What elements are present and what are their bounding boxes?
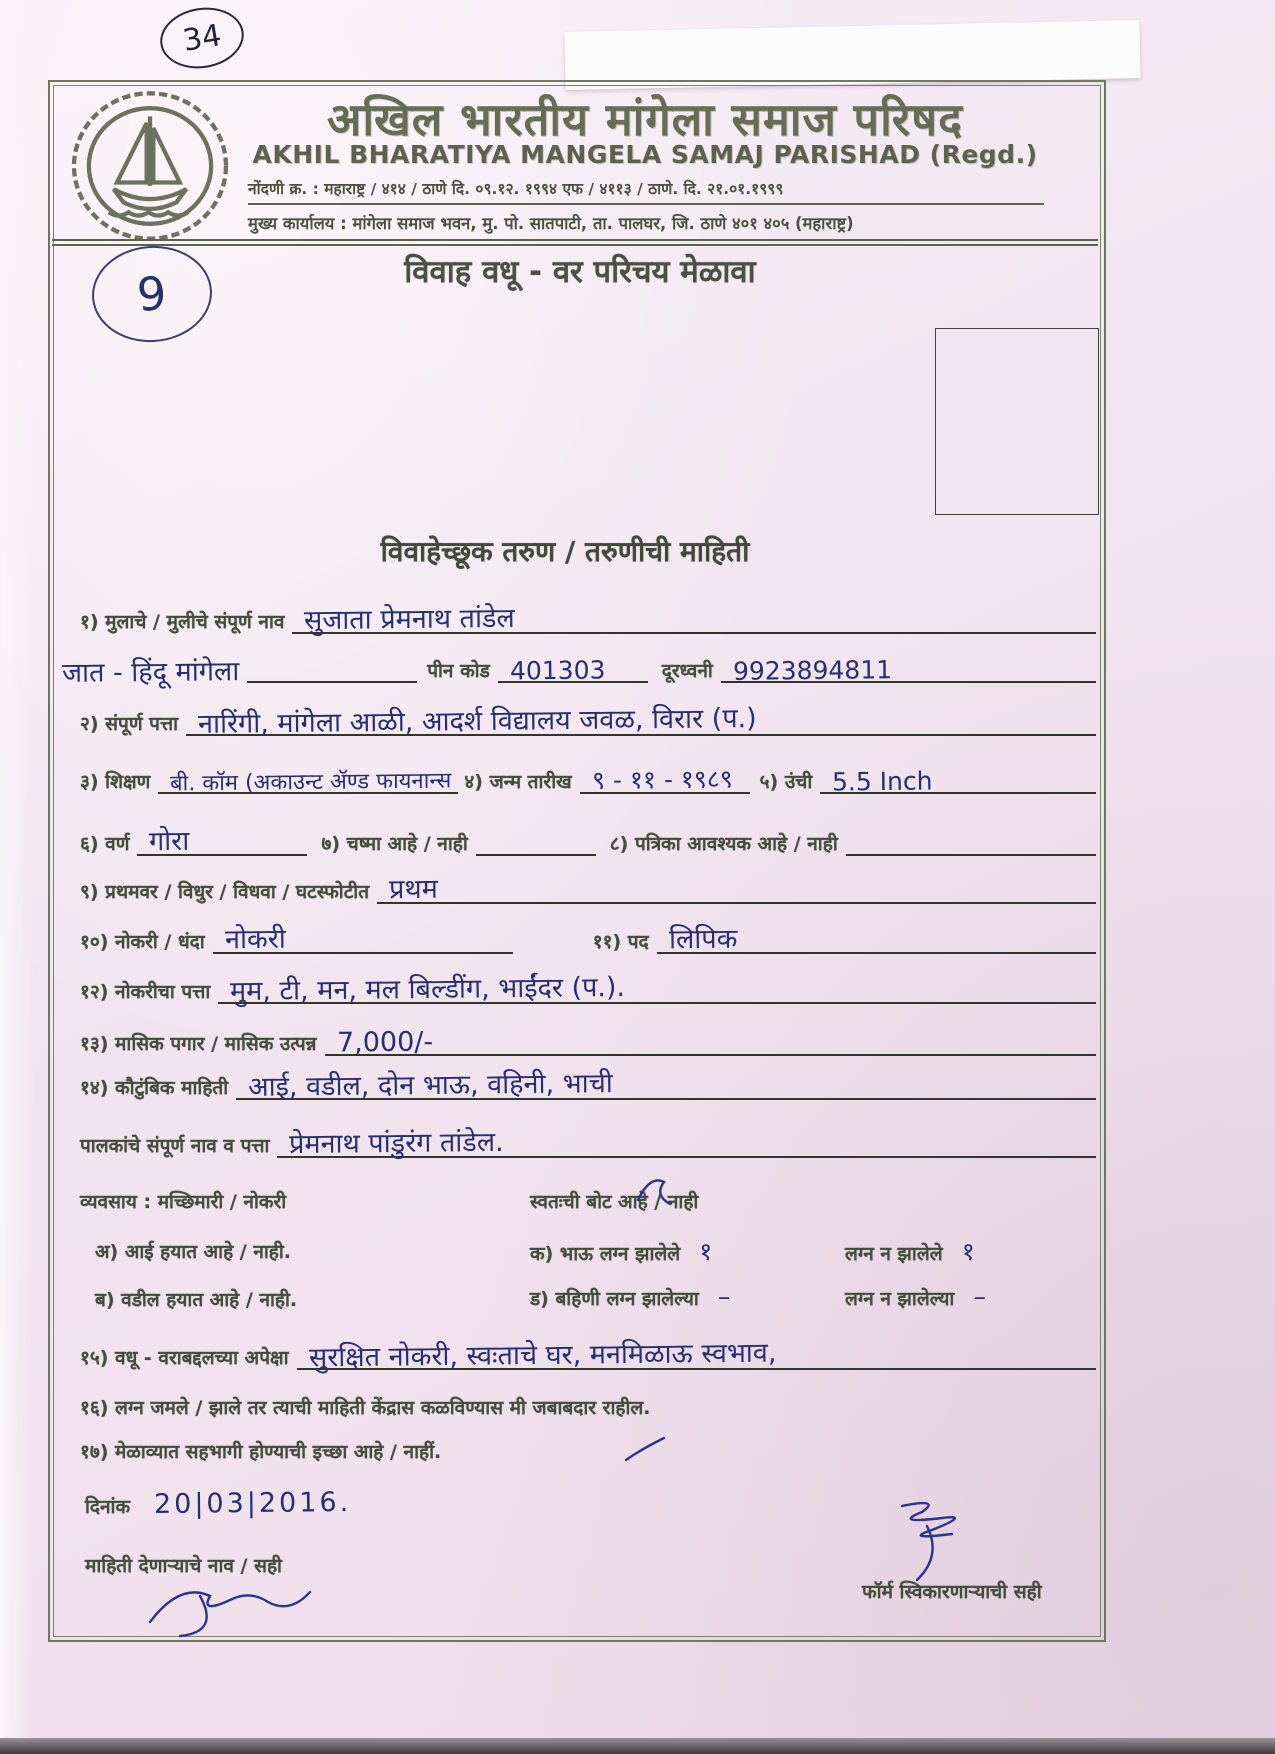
brothers-unmarried-group xyxy=(845,1234,975,1268)
date-label: दिनांक xyxy=(85,1496,131,1518)
pincode-label: पीन कोड xyxy=(427,660,490,682)
job-address-value: मुम, टी, मन, मल बिल्डींग, भाईंदर (प.). xyxy=(230,971,626,1008)
phone-label: दूरध्वनी xyxy=(661,660,713,682)
caste-value: जात - हिंदू मांगेला xyxy=(61,656,240,689)
office-line: मुख्य कार्यालय : मांगेला समाज भवन, मु. पो. सातपाटी, ता. पालघर, जि. ठाणे ४०१ ४०५ (महाराष्ट्र) xyxy=(248,214,854,233)
post-fill-line xyxy=(657,918,1096,954)
height-value: 5.5 Inch xyxy=(832,766,933,797)
expectations-fill-line xyxy=(297,1334,1096,1374)
field-row-date xyxy=(85,1488,585,1519)
name-fill-line xyxy=(292,598,1096,637)
name-label: १) मुलाचे / मुलीचे संपूर्ण नाव xyxy=(80,611,285,633)
job-fill-line xyxy=(213,918,513,954)
parents-value: प्रेमनाथ पांडुरंग तांडेल. xyxy=(289,1126,505,1161)
dob-fill-line xyxy=(580,758,750,794)
registration-line: नोंदणी क्र. : महाराष्ट्र / ४१४ / ठाणे दि. ०९.१२. १९९४ एफ / ४११३ / ठाणे. दि. २१.०१.१९९९ xyxy=(248,180,784,198)
field-row-parents xyxy=(80,1122,1096,1161)
address-fill-line xyxy=(186,700,1096,740)
salary-value: 7,000/- xyxy=(336,1026,433,1059)
post-label: ११) पद xyxy=(592,931,649,953)
field-row-address xyxy=(80,700,1096,740)
parents-fill-line xyxy=(277,1122,1096,1161)
org-name-devanagari: अखिल भारतीय मांगेला समाज परिषद xyxy=(326,93,964,146)
receiver-signature-label: फॉर्म स्विकारणाऱ्याची सही xyxy=(862,1581,1042,1603)
field-row-education-dob-height xyxy=(80,758,1096,797)
brothers-unmarried-label: लग्न न झालेले xyxy=(845,1243,943,1265)
phone-value: 9923894811 xyxy=(732,655,893,686)
marital-label: ९) प्रथमवर / विधुर / विधवा / घटस्फोटीत xyxy=(80,881,370,903)
job-value: नोकरी xyxy=(224,923,286,956)
expectations-value: सुरक्षित नोकरी, स्वःताचे घर, मनमिळाऊ स्वभाव, xyxy=(308,1337,777,1374)
sisters-married-group xyxy=(530,1282,730,1311)
education-label: ३) शिक्षण xyxy=(80,771,151,793)
sisters-unmarried-label: लग्न न झालेल्या xyxy=(845,1288,955,1310)
sisters-unmarried-value: – xyxy=(973,1282,986,1311)
brothers-married-label: क) भाऊ लग्न झालेले xyxy=(530,1243,681,1265)
post-value: लिपिक xyxy=(668,923,738,956)
height-label: ५) उंची xyxy=(759,771,813,793)
section-title: विवाहेच्छूक तरुण / तरुणीची माहिती xyxy=(380,535,750,568)
field-row-caste-pin-phone xyxy=(61,646,1096,689)
family-label: १४) कौटुंबिक माहिती xyxy=(80,1077,229,1099)
field-row-expectations xyxy=(80,1334,1096,1374)
father-alive-label: ब) वडील हयात आहे / नाही. xyxy=(95,1289,298,1311)
entry-number: 9 xyxy=(135,265,169,323)
complexion-fill-line xyxy=(137,820,307,856)
header-divider-1 xyxy=(248,203,1044,205)
glasses-label: ७) चष्मा आहे / नाही xyxy=(321,833,468,855)
boat-emblem-logo xyxy=(66,90,234,242)
occupation-label: व्यवसाय : मच्छिमारी / नोकरी xyxy=(80,1191,287,1213)
height-fill-line xyxy=(820,758,1096,797)
field-row-salary xyxy=(80,1020,1096,1059)
horoscope-fill-line xyxy=(846,820,1096,856)
field-row-marital xyxy=(80,868,1096,904)
horoscope-label: ८) पत्रिका आवश्यक आहे / नाही xyxy=(609,833,838,855)
form-title: विवाह वधू - वर परिचय मेळावा xyxy=(404,254,756,290)
org-name-english: AKHIL BHARATIYA MANGELA SAMAJ PARISHAD (Regd.) xyxy=(252,140,1038,169)
job-address-fill-line xyxy=(218,968,1096,1008)
boat-label: स्वतःची बोट आहे / नाही xyxy=(530,1191,699,1213)
salary-label: १३) मासिक पगार / मासिक उत्पन्न xyxy=(80,1033,317,1055)
complexion-label: ६) वर्ण xyxy=(80,833,130,855)
field-row-job-post xyxy=(80,918,1096,954)
pincode-value: 401303 xyxy=(509,655,606,686)
declaration-label: १६) लग्न जमले / झाले तर त्याची माहिती केंद्रास कळविण्यास मी जबाबदार राहील. xyxy=(80,1397,651,1419)
corner-number: 34 xyxy=(180,17,224,59)
address-value: नारिंगी, मांगेला आळी, आदर्श विद्यालय जवळ, विरार (प.) xyxy=(197,703,757,740)
field-row-name xyxy=(80,598,1096,637)
brothers-married-value: १ xyxy=(699,1237,713,1266)
page-edge-shadow xyxy=(0,1738,1275,1754)
marital-value: प्रथम xyxy=(388,873,438,906)
phone-fill-line xyxy=(721,647,1096,686)
brothers-married-group xyxy=(530,1234,712,1268)
dob-value: ९ - ११ - १९८९ xyxy=(591,764,733,795)
family-fill-line xyxy=(236,1064,1096,1103)
dob-label: ४) जन्म तारीख xyxy=(464,771,572,793)
family-value: आई, वडील, दोन भाऊ, वहिनी, भाची xyxy=(248,1068,614,1103)
header-divider-3 xyxy=(52,244,1098,246)
address-label: २) संपूर्ण पत्ता xyxy=(80,713,179,735)
job-address-label: १२) नोकरीचा पत्ता xyxy=(80,981,211,1003)
complexion-value: गोरा xyxy=(149,825,190,858)
participation-label: १७) मेळाव्यात सहभागी होण्याची इच्छा आहे / नाहीं. xyxy=(80,1441,442,1463)
parents-label: पालकांचे संपूर्ण नाव व पत्ता xyxy=(80,1135,270,1157)
glasses-fill-line xyxy=(476,820,596,856)
pincode-fill-line xyxy=(498,647,648,686)
marital-fill-line xyxy=(377,868,1096,904)
date-value: 20|03|2016. xyxy=(153,1486,352,1521)
education-value: बी. कॉम (अकाउन्ट ॲण्ड फायनान्स xyxy=(170,768,452,797)
sisters-married-value: – xyxy=(717,1282,731,1311)
caste-fill-line xyxy=(247,647,417,683)
informant-signature-label: माहिती देणाऱ्याचे नाव / सही xyxy=(85,1555,282,1577)
sisters-married-label: ड) बहिणी लग्न झालेल्या xyxy=(530,1288,699,1310)
photo-box xyxy=(935,328,1099,515)
education-fill-line xyxy=(158,758,458,797)
name-value: सुजाता प्रेमनाथ तांडेल xyxy=(304,602,516,637)
field-row-complexion-glasses-horoscope xyxy=(80,820,1096,856)
mother-alive-label: अ) आई हयात आहे / नाही. xyxy=(95,1241,292,1263)
header-divider-2 xyxy=(52,239,1098,241)
field-row-job-address xyxy=(80,968,1096,1008)
sisters-unmarried-group xyxy=(845,1282,986,1311)
job-label: १०) नोकरी / धंदा xyxy=(80,931,205,953)
field-row-family xyxy=(80,1064,1096,1103)
brothers-unmarried-value: १ xyxy=(961,1237,975,1266)
expectations-label: १५) वधू - वराबद्दलच्या अपेक्षा xyxy=(80,1347,289,1369)
salary-fill-line xyxy=(325,1020,1096,1059)
corner-number-badge xyxy=(156,2,248,74)
page-edge-left xyxy=(0,0,34,1754)
